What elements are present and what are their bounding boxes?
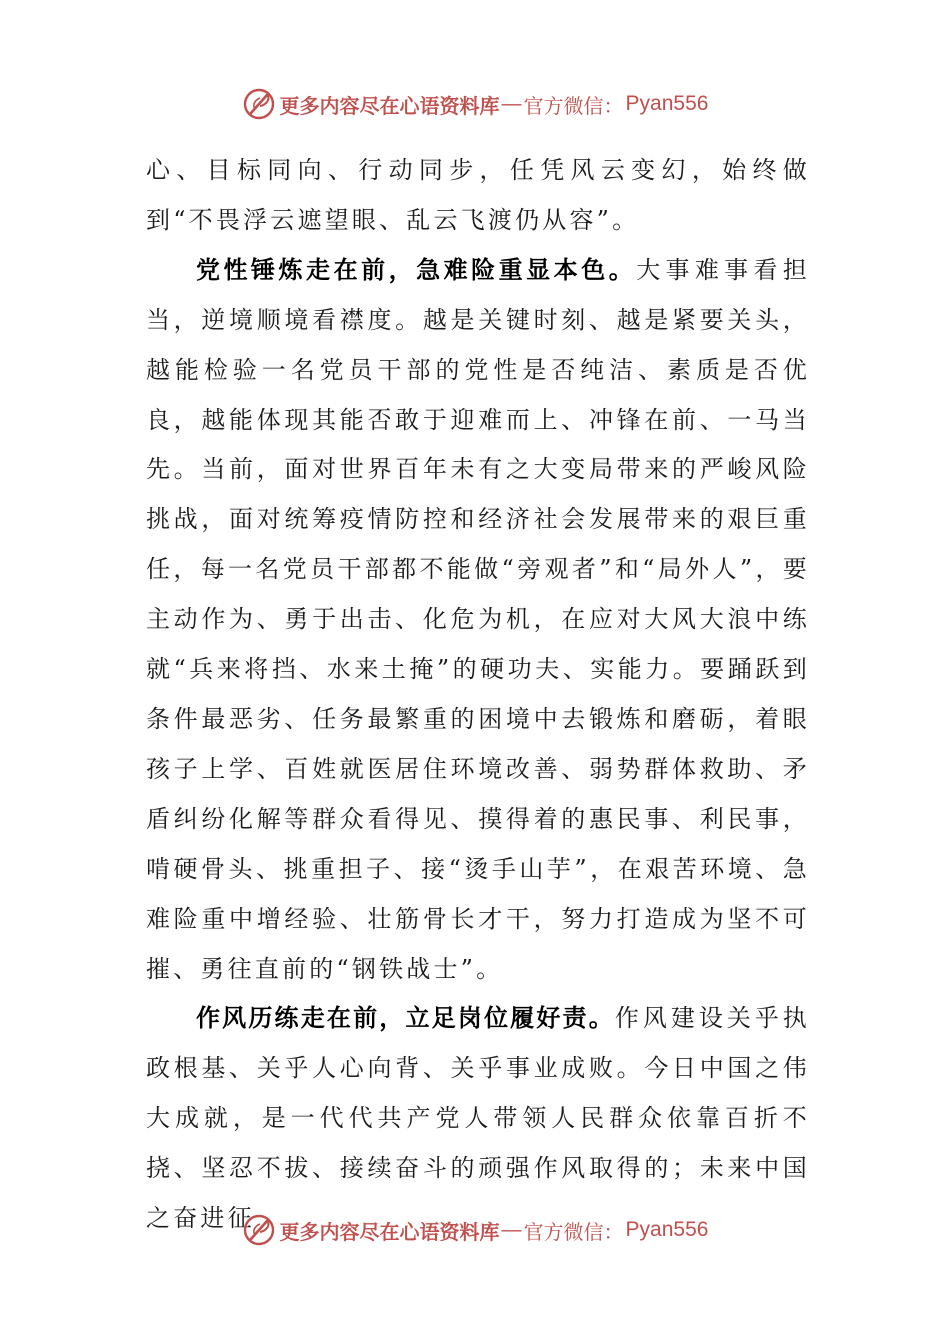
- paragraph-text: 大事难事看担当，逆境顺境看襟度。越是关键时刻、越是紧要关头，越能检验一名党员干部的党性是否纯洁、素质是否优良，越能体现其能否敢于迎难而上、冲锋在前、一马当先。当前，面对世界百年未有之大变局带来的严峻风险挑战，面对统筹疫情防控和经济社会发展带来的艰巨重任，每一名党员干部都不能做“旁观者”和“局外人”，要主动作为、勇于出击、化危为机，在应对大风大浪中练就“兵来将挡、水来土掩”的硬功夫、实能力。要踊跃到条件最恶劣、任务最繁重的困境中去锻炼和磨砺，着眼孩子上学、百姓就医居住环境改善、弱势群体救助、矛盾纠纷化解等群众看得见、摸得着的惠民事、利民事，啃硬骨头、挑重担子、接“烫手山芋”，在艰苦环境、急难险重中增经验、壮筋骨长才干，努力打造成为坚不可摧、勇往直前的“钢铁战士”。: [146, 255, 811, 983]
- quill-logo-icon: [242, 87, 276, 121]
- header-watermark-banner: [0, 84, 950, 124]
- watermark-official-label: 官方微信：: [523, 1219, 624, 1244]
- paragraph-lead-heading: 党性锤炼走在前，急难险重显本色。: [196, 255, 637, 284]
- paragraph-party-spirit: [146, 246, 810, 995]
- document-body: [146, 146, 810, 1244]
- watermark-official-label: 官方微信：: [523, 93, 624, 118]
- quill-logo-icon: [242, 1213, 276, 1247]
- paragraph-text: 心、目标同向、行动同步，任凭风云变幻，始终做到“不畏浮云遮望眼、乱云飞渡仍从容”。: [146, 156, 810, 234]
- footer-watermark-banner: [0, 1210, 950, 1250]
- watermark-separator: —: [501, 1218, 522, 1241]
- watermark-brand-text: 更多内容尽在心语资料库: [279, 1219, 500, 1244]
- watermark-separator: —: [501, 92, 522, 115]
- paragraph-lead-heading: 作风历练走在前，立足岗位履好责。: [196, 1004, 615, 1033]
- paragraph-continuation: [146, 146, 810, 246]
- watermark-brand-text: 更多内容尽在心语资料库: [279, 93, 500, 118]
- paragraph-work-style: [146, 994, 810, 1244]
- watermark-wechat-id: Pyan556: [625, 1218, 709, 1241]
- watermark-wechat-id: Pyan556: [625, 92, 709, 115]
- paragraph-text: 作风建设关乎执政根基、关乎人心向背、关乎事业成败。今日中国之伟大成就，是一代代共产党人带领人民群众依靠百折不挠、坚忍不拔、接续奋斗的顽强作风取得的；未来中国之奋进征: [146, 1004, 810, 1233]
